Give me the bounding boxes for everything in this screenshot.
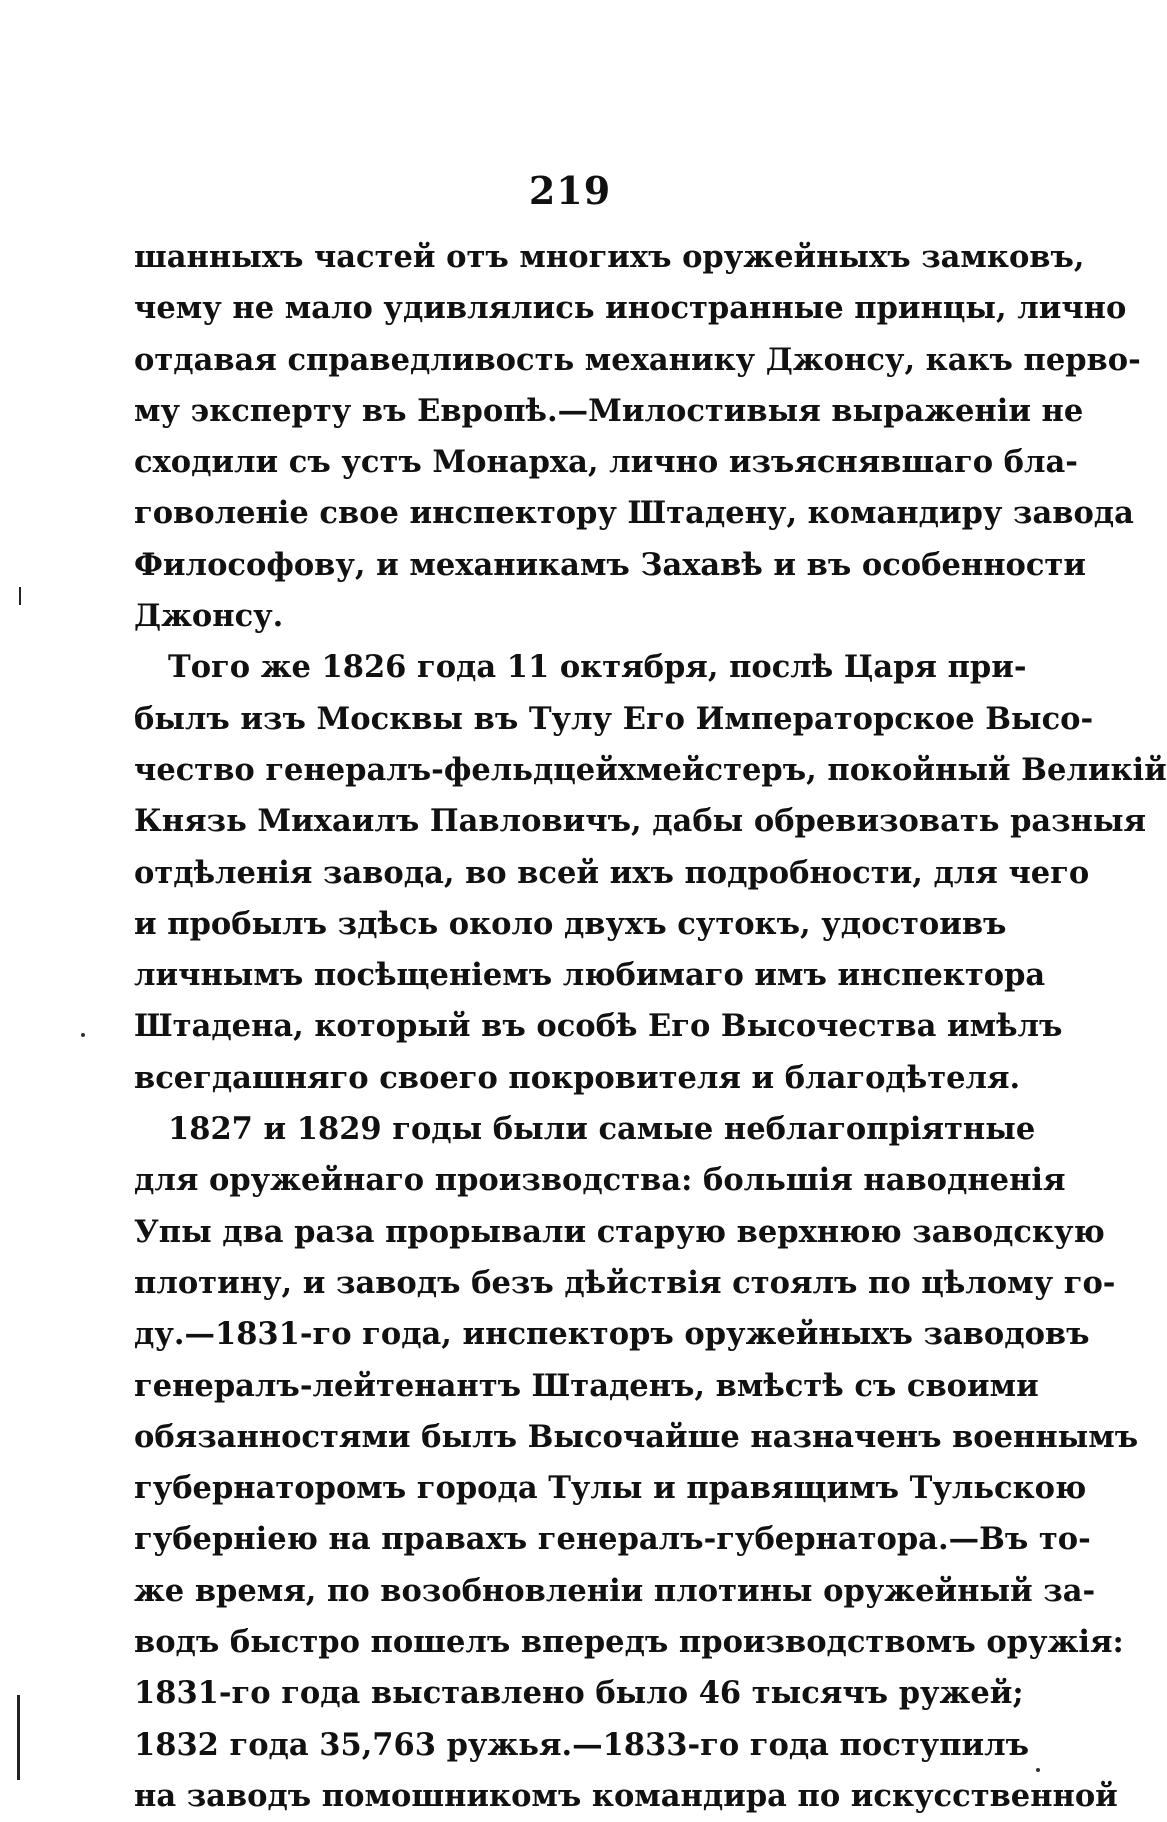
- scan-speck: [1036, 1768, 1040, 1772]
- text-line: Упы два раза прорывали старую верхнюю заводскую: [134, 1213, 1105, 1250]
- text-line: отдавая справедливость механику Джонсу, какъ перво-: [134, 341, 1141, 378]
- text-line: всегдашняго своего покровителя и благодѣтеля.: [134, 1059, 1021, 1096]
- paragraph-start-line: Того же 1826 года 11 октября, послѣ Царя при-: [168, 649, 1027, 686]
- text-line: Штадена, который въ особѣ Его Высочества имѣлъ: [134, 1008, 1063, 1045]
- text-line: обязанностями былъ Высочайше назначенъ военнымъ: [134, 1418, 1139, 1455]
- text-line: му эксперту въ Европѣ.—Милостивыя выраженіи не: [134, 392, 1084, 429]
- text-line: говоленіе свое инспектору Штадену, командиру завода: [134, 495, 1134, 532]
- text-line: на заводъ помошникомъ командира по искусственной: [134, 1777, 1118, 1814]
- scan-speck: [81, 1033, 85, 1037]
- text-line: генералъ-лейтенантъ Штаденъ, вмѣстѣ съ своими: [134, 1367, 1039, 1404]
- text-line: и пробылъ здѣсь около двухъ сутокъ, удостоивъ: [134, 905, 1007, 942]
- page-number: 219: [528, 168, 612, 213]
- text-line: былъ изъ Москвы въ Тулу Его Императорское Высо-: [134, 700, 1094, 737]
- text-line: Философову, и механикамъ Захавѣ и въ особенности: [134, 546, 1086, 583]
- text-line: водъ быстро пошелъ впередъ производствомъ оружія:: [134, 1624, 1124, 1661]
- text-line: шанныхъ частей отъ многихъ оружейныхъ замковъ,: [134, 239, 1085, 275]
- text-line: сходили съ устъ Монарха, лично изъяснявшаго бла-: [134, 444, 1078, 481]
- scan-edge-mark: [17, 1695, 20, 1780]
- text-line: 1832 года 35,763 ружья.—1833-го года поступилъ: [134, 1726, 1030, 1763]
- text-line: Джонсу.: [134, 598, 284, 635]
- text-line: Князь Михаилъ Павловичъ, дабы обревизовать разныя: [134, 803, 1147, 840]
- text-line: же время, по возобновленіи плотины оружейный за-: [134, 1572, 1096, 1609]
- paragraph-start-line: 1827 и 1829 годы были самые неблагопріятные: [168, 1111, 1036, 1148]
- text-line: губерніею на правахъ генералъ-губернатора.—Въ то-: [134, 1521, 1091, 1558]
- scan-edge-mark: [19, 587, 21, 605]
- text-line: плотину, и заводъ безъ дѣйствія стоялъ по цѣлому го-: [134, 1264, 1116, 1301]
- text-line: губернаторомъ города Тулы и правящимъ Тульскою: [134, 1470, 1087, 1507]
- text-line: личнымъ посѣщеніемъ любимаго имъ инспектора: [134, 957, 1046, 994]
- page-text: [134, 232, 1167, 1822]
- text-line: ду.—1831-го года, инспекторъ оружейныхъ заводовъ: [134, 1316, 1090, 1353]
- text-line: для оружейнаго производства: большія наводненія: [134, 1162, 1066, 1199]
- text-line: чество генералъ-фельдцейхмейстеръ, покойный Великій: [134, 751, 1167, 788]
- text-line: отдѣленія завода, во всей ихъ подробности, для чего: [134, 854, 1090, 891]
- text-line: чему не мало удивлялись иностранные принцы, лично: [134, 290, 1127, 327]
- text-line: 1831-го года выставлено было 46 тысячъ ружей;: [134, 1675, 1024, 1712]
